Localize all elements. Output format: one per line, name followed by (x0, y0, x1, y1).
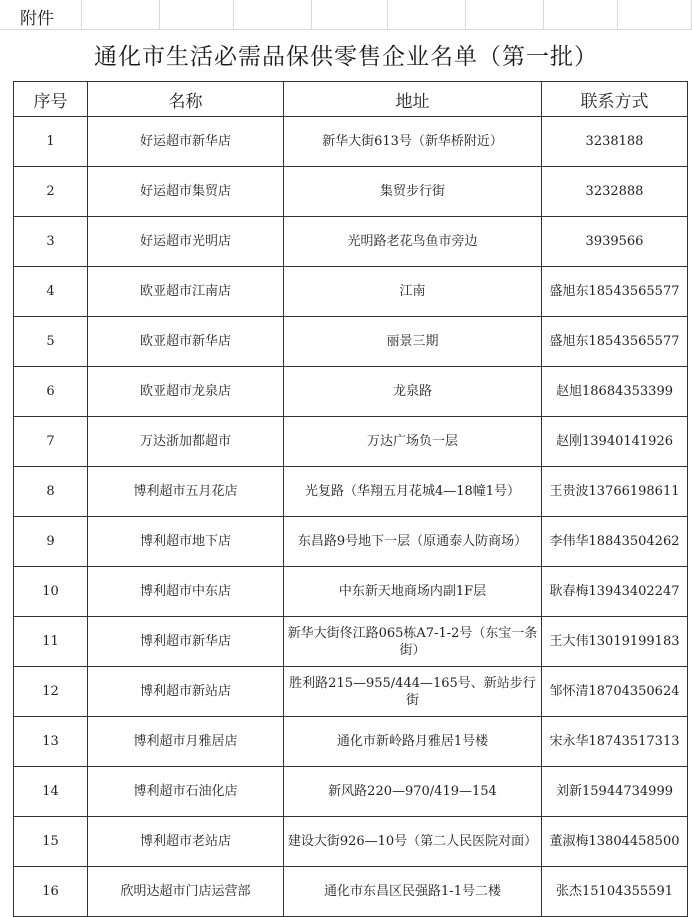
row-name: 博利超市月雅居店 (88, 717, 284, 767)
row-address: 通化市东昌区民强路1-1号二楼 (284, 867, 542, 917)
row-no: 12 (14, 667, 88, 717)
row-contact: 盛旭东18543565577 (542, 267, 688, 317)
column-header-no: 序号 (14, 82, 88, 117)
row-contact: 董淑梅13804458500 (542, 817, 688, 867)
table-row (14, 767, 688, 817)
row-contact: 3238188 (542, 117, 688, 167)
row-contact: 盛旭东18543565577 (542, 317, 688, 367)
table-row (14, 417, 688, 467)
row-name: 欧亚超市龙泉店 (88, 367, 284, 417)
table-row (14, 717, 688, 767)
row-no: 2 (14, 167, 88, 217)
page-title: 通化市生活必需品保供零售企业名单（第一批） (94, 44, 598, 70)
column-header-address: 地址 (284, 82, 542, 117)
grid-cell (312, 0, 388, 30)
table-row (14, 867, 688, 917)
spreadsheet-grid-row (0, 0, 692, 30)
grid-cell (234, 0, 312, 30)
row-contact: 刘新15944734999 (542, 767, 688, 817)
row-address: 江南 (284, 267, 542, 317)
row-no: 6 (14, 367, 88, 417)
row-name: 博利超市五月花店 (88, 467, 284, 517)
row-name: 博利超市新华店 (88, 617, 284, 667)
table-row (14, 217, 688, 267)
table-row (14, 167, 688, 217)
row-no: 1 (14, 117, 88, 167)
row-no: 16 (14, 867, 88, 917)
row-name: 博利超市地下店 (88, 517, 284, 567)
row-no: 11 (14, 617, 88, 667)
row-name: 好运超市集贸店 (88, 167, 284, 217)
table-row (14, 667, 688, 717)
row-contact: 赵刚13940141926 (542, 417, 688, 467)
row-no: 9 (14, 517, 88, 567)
row-contact: 王贵波13766198611 (542, 467, 688, 517)
row-address: 集贸步行街 (284, 167, 542, 217)
table-row (14, 617, 688, 667)
grid-cell (160, 0, 234, 30)
column-header-name: 名称 (88, 82, 284, 117)
row-name: 欧亚超市江南店 (88, 267, 284, 317)
row-name: 欧亚超市新华店 (88, 317, 284, 367)
row-contact: 李伟华18843504262 (542, 517, 688, 567)
grid-cell (82, 0, 160, 30)
row-contact: 王大伟13019199183 (542, 617, 688, 667)
table-row (14, 367, 688, 417)
table-header-row (14, 82, 688, 117)
row-no: 14 (14, 767, 88, 817)
column-header-contact: 联系方式 (542, 82, 688, 117)
row-address: 中东新天地商场内副1F层 (284, 567, 542, 617)
table-row (14, 117, 688, 167)
row-name: 博利超市老站店 (88, 817, 284, 867)
attachment-label: 附件 (20, 9, 54, 29)
row-no: 5 (14, 317, 88, 367)
row-address: 丽景三期 (284, 317, 542, 367)
row-contact: 耿春梅13943402247 (542, 567, 688, 617)
row-address: 光明路老花鸟鱼市旁边 (284, 217, 542, 267)
row-address: 东昌路9号地下一层（原通泰人防商场） (284, 517, 542, 567)
table-row (14, 317, 688, 367)
row-contact: 3939566 (542, 217, 688, 267)
row-name: 好运超市新华店 (88, 117, 284, 167)
grid-cell (544, 0, 618, 30)
row-name: 欣明达超市门店运营部 (88, 867, 284, 917)
grid-cell (466, 0, 544, 30)
grid-cell (388, 0, 466, 30)
row-address: 胜利路215—955/444—165号、新站步行街 (284, 667, 542, 717)
row-address: 新风路220—970/419—154 (284, 767, 542, 817)
row-name: 博利超市石油化店 (88, 767, 284, 817)
table-row (14, 567, 688, 617)
row-no: 10 (14, 567, 88, 617)
row-contact: 邹怀清18704350624 (542, 667, 688, 717)
row-name: 万达浙加都超市 (88, 417, 284, 467)
row-address: 建设大街926—10号（第二人民医院对面） (284, 817, 542, 867)
row-no: 3 (14, 217, 88, 267)
table-row (14, 517, 688, 567)
row-address: 通化市新岭路月雅居1号楼 (284, 717, 542, 767)
row-contact: 张杰15104355591 (542, 867, 688, 917)
row-contact: 3232888 (542, 167, 688, 217)
row-no: 13 (14, 717, 88, 767)
row-name: 博利超市新站店 (88, 667, 284, 717)
row-address: 新华大街佟江路065栋A7-1-2号（东宝一条街） (284, 617, 542, 667)
row-contact: 赵旭18684353399 (542, 367, 688, 417)
row-contact: 宋永华18743517313 (542, 717, 688, 767)
row-name: 好运超市光明店 (88, 217, 284, 267)
row-no: 8 (14, 467, 88, 517)
row-address: 万达广场负一层 (284, 417, 542, 467)
table-row (14, 467, 688, 517)
row-address: 光复路（华翔五月花城4—18幢1号） (284, 467, 542, 517)
row-no: 4 (14, 267, 88, 317)
table-row (14, 817, 688, 867)
row-name: 博利超市中东店 (88, 567, 284, 617)
retailer-table (13, 81, 688, 917)
grid-cell (618, 0, 692, 30)
row-no: 7 (14, 417, 88, 467)
table-row (14, 267, 688, 317)
row-address: 新华大街613号（新华桥附近） (284, 117, 542, 167)
row-no: 15 (14, 817, 88, 867)
row-address: 龙泉路 (284, 367, 542, 417)
